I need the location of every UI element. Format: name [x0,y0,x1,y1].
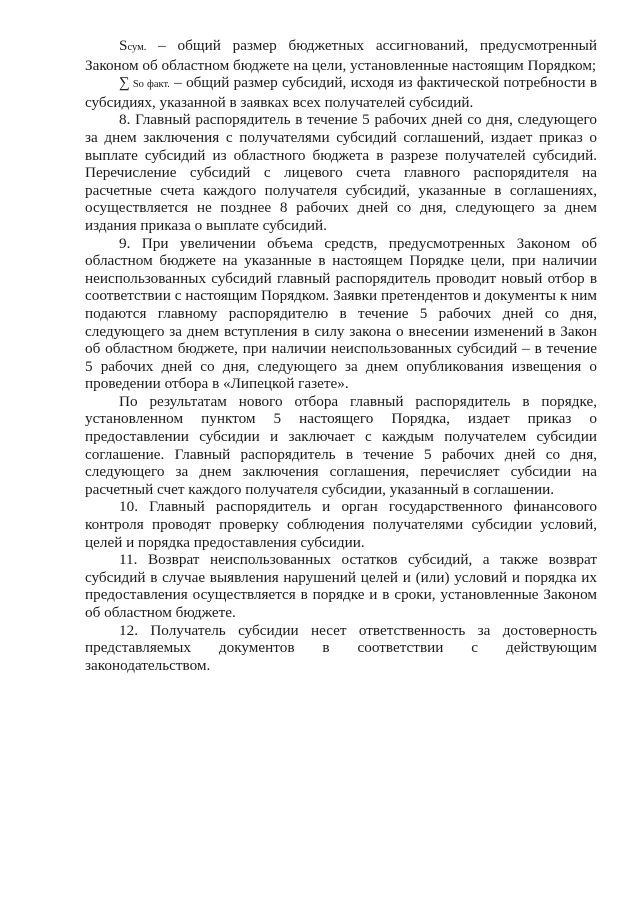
s-sum-definition-paragraph [85,37,597,74]
s-sum-definition-text: – общий размер бюджетных ассигнований, предусмотренный Законом об областном бюджете на цели, установленные настоящим Порядком; [85,37,597,74]
s-fact-definition-text: – общий размер субсидий, исходя из фактической потребности в субсидиях, указанной в заявках всех получателей субсидий. [85,74,597,111]
item-12-paragraph: 12. Получатель субсидии несет ответственность за достоверность представляемых документов в соответствии с действующим законодательством. [85,621,597,674]
item-9-paragraph: 9. При увеличении объема средств, предусмотренных Законом об областном бюджете на указанные в настоящем Порядке цели, при наличии неиспользованных субсидий главный распорядитель проводит новый отбор в соответствии с настоящим Порядком. Заявки претендентов и документы к ним подаются главному распорядителю в течение 5 рабочих дней со дня, следующего за днем вступления в силу закона о внесении изменений в Закон об областном бюджете, при наличии неиспользованных субсидий – в течение 5 рабочих дней со дня, следующего за днем опубликования извещения о проведении отбора в «Липецкой газете». [85,234,597,393]
document-page [85,37,597,674]
s-sum-symbol: S [119,37,128,54]
s-fact-definition-paragraph [85,74,597,111]
item-10-paragraph: 10. Главный распорядитель и орган государственного финансового контроля проводят проверку соблюдения получателями субсидии условий, целей и порядка предоставления субсидии. [85,498,597,551]
item-9-continued-paragraph: По результатам нового отбора главный распорядитель в порядке, установленном пунктом 5 настоящего Порядка, издает приказ о предоставлении субсидии и заключает с каждым получателем субсидии соглашение. Главный распорядитель в течение 5 рабочих дней со дня, следующего за днем заключения соглашения, перечисляет субсидии на расчетный счет каждого получателя субсидии, указанный в соглашении. [85,392,597,498]
item-11-paragraph: 11. Возврат неиспользованных остатков субсидий, а также возврат субсидий в случае выявления нарушений целей и (или) условий и порядка их предоставления осуществляется в порядке и в сроки, установленные Законом об областном бюджете. [85,551,597,621]
s-sum-subscript: сум. [127,42,147,53]
sigma-symbol: ∑ [119,75,130,92]
item-8-paragraph: 8. Главный распорядитель в течение 5 рабочих дней со дня, следующего за днем заключения с получателями субсидий соглашений, издает приказ о выплате субсидий из областного бюджета в разрезе получателей субсидий. Перечисление субсидий с лицевого счета главного распорядителя на расчетные счета каждого получателя субсидий, указанные в соглашениях, осуществляется не позднее 8 рабочих дней со дня, следующего за днем издания приказа о выплате субсидий. [85,111,597,234]
s-fact-subscript: Sо факт. [129,79,170,91]
